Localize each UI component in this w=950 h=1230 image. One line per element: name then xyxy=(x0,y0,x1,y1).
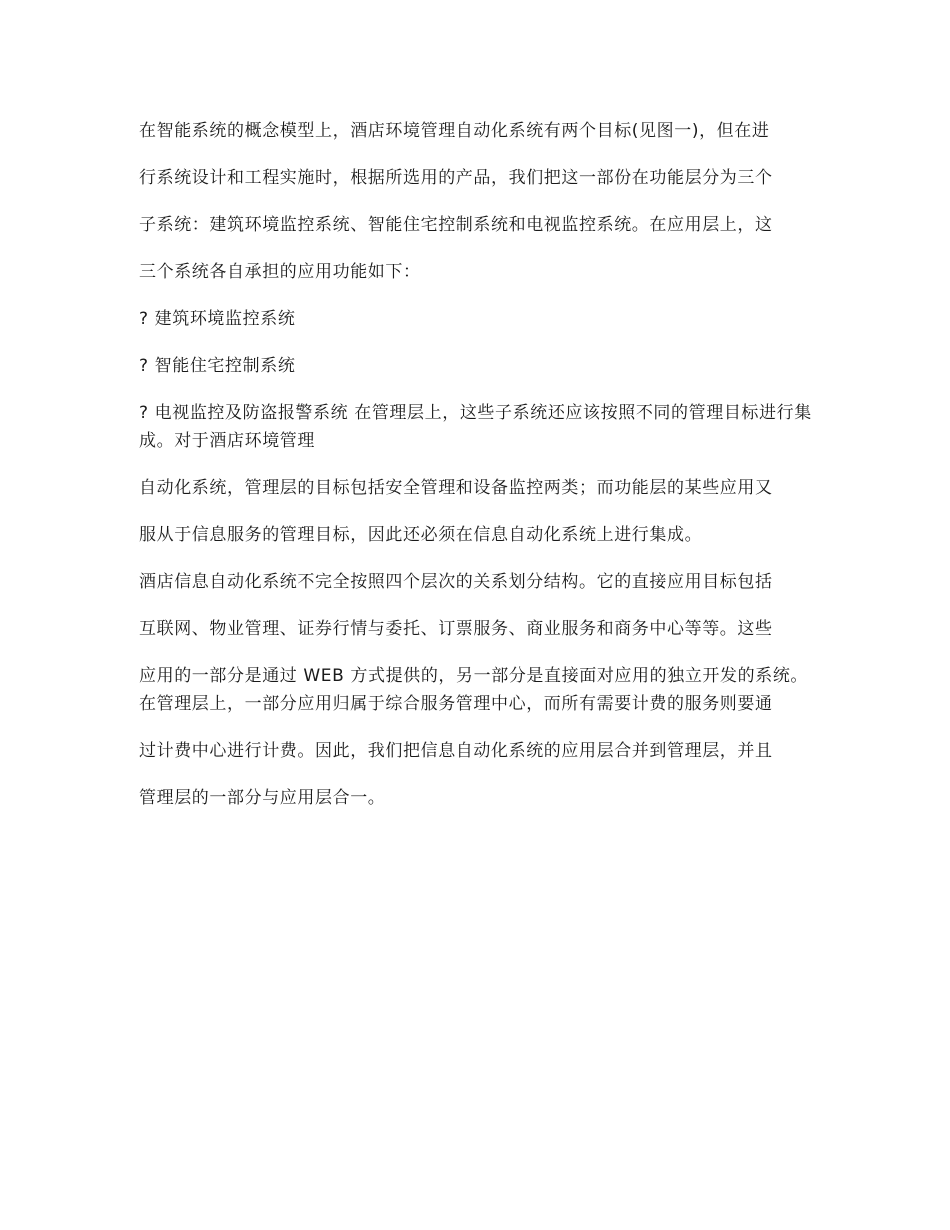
paragraph-9: 服从于信息服务的管理目标，因此还必须在信息自动化系统上进行集成。 xyxy=(139,525,703,545)
paragraph-14: 管理层的一部分与应用层合一。 xyxy=(139,788,386,808)
paragraph-12: 应用的一部分是通过 WEB 方式提供的，另一部分是直接面对应用的独立开发的系统。在管理层上，一部分应用归属于综合服务管理中心，而所有需要计费的服务则要通 xyxy=(139,666,809,714)
paragraph-8: 自动化系统，管理层的目标包括安全管理和设备监控两类；而功能层的某些应用又 xyxy=(139,478,773,498)
list-item-tv-monitoring: ? 电视监控及防盗报警系统 在管理层上，这些子系统还应该按照不同的管理目标进行集成。对于酒店环境管理 xyxy=(139,403,812,451)
paragraph-13: 过计费中心进行计费。因此，我们把信息自动化系统的应用层合并到管理层，并且 xyxy=(139,741,773,761)
paragraph-10: 酒店信息自动化系统不完全按照四个层次的关系划分结构。它的直接应用目标包括 xyxy=(139,572,773,592)
paragraph-11: 互联网、物业管理、证券行情与委托、订票服务、商业服务和商务中心等等。这些 xyxy=(139,619,773,639)
paragraph-3: 子系统：建筑环境监控系统、智能住宅控制系统和电视监控系统。在应用层上，这 xyxy=(139,215,773,235)
document-body xyxy=(139,117,814,831)
paragraph-2: 行系统设计和工程实施时，根据所选用的产品，我们把这一部份在功能层分为三个 xyxy=(139,168,773,188)
list-item-smart-home-control: ? 智能住宅控制系统 xyxy=(139,356,296,376)
list-item-building-monitoring: ? 建筑环境监控系统 xyxy=(139,309,296,329)
paragraph-1: 在智能系统的概念模型上，酒店环境管理自动化系统有两个目标(见图一)，但在进 xyxy=(139,121,770,141)
paragraph-4: 三个系统各自承担的应用功能如下： xyxy=(139,262,421,282)
